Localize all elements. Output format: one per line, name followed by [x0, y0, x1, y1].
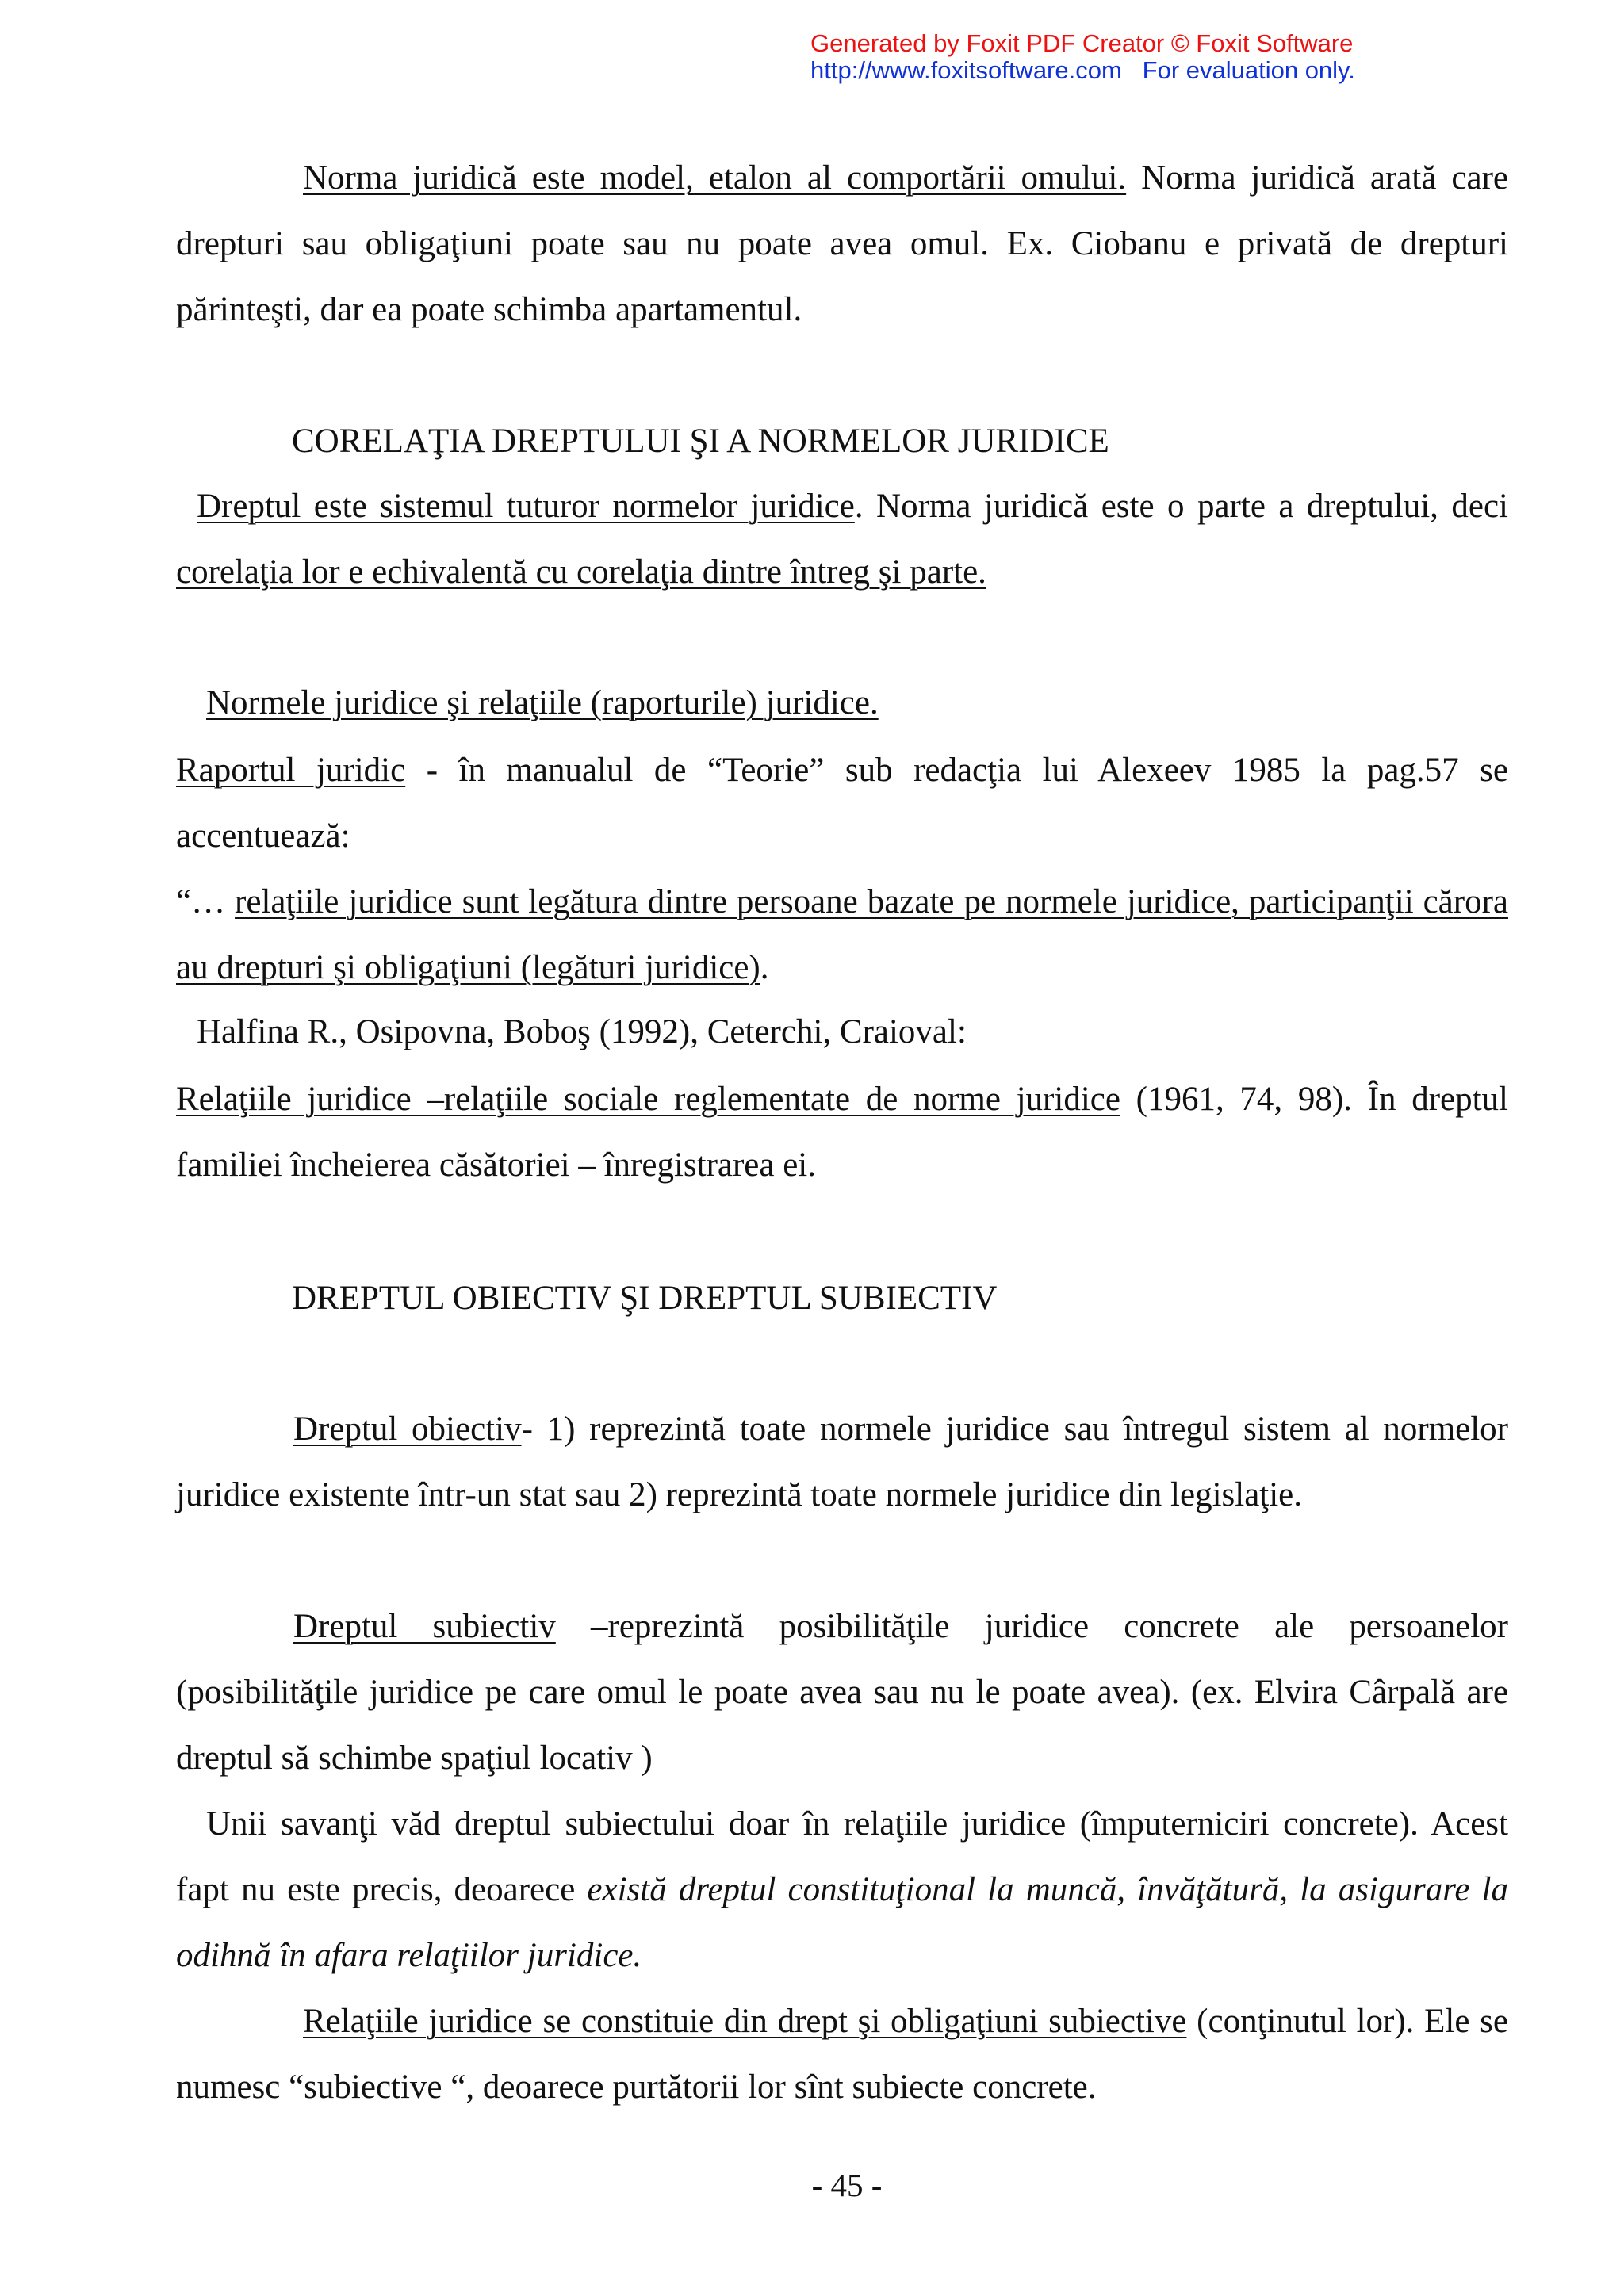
paragraph-relatiile-sociale — [176, 1066, 1508, 1198]
paragraph-relatiile-subiective — [176, 1988, 1508, 2120]
watermark-line-1: Generated by Foxit PDF Creator © Foxit Software — [810, 29, 1354, 57]
paragraph-text: - în manualul de “Teorie” sub redacţia lui Alexeev 1985 la pag.57 se accentuează: — [176, 752, 1508, 855]
underlined-phrase: corelaţia lor e echivalentă cu corelaţia dintre întreg şi parte. — [176, 553, 986, 591]
paragraph-raportul-juridic — [176, 737, 1508, 869]
paragraph-text: (1961, 74, 98). În dreptul familiei încheierea căsătoriei – înregistrarea ei. — [176, 1081, 1508, 1184]
underlined-phrase: Raportul juridic — [176, 752, 406, 789]
authors-line: Halfina R., Osipovna, Boboş (1992), Ceterchi, Craioval: — [197, 1013, 967, 1050]
heading-normele-relatiile — [206, 683, 879, 723]
quote-open: “… — [176, 883, 236, 920]
underlined-phrase: Relaţiile juridice se constituie din drept şi obligaţiuni subiective — [303, 2003, 1187, 2040]
paragraph-text: Norma juridică arată care drepturi sau obligaţiuni poate sau nu poate avea omul. Ex. Ciobanu e privată de drepturi părinteşti, dar ea poate schimba apartamentul. — [176, 159, 1508, 328]
paragraph-text: . Norma juridică este o parte a dreptului, deci — [854, 488, 1508, 525]
heading-corelatia: CORELAŢIA DREPTULUI ŞI A NORMELOR JURIDICE — [292, 423, 1109, 460]
underlined-phrase: Relaţiile juridice –relaţiile sociale reglementate de norme juridice — [176, 1081, 1120, 1118]
paragraph-dreptul-obiectiv — [176, 1396, 1508, 1528]
underlined-phrase: Dreptul obiectiv — [293, 1410, 522, 1448]
underlined-phrase: Norma juridică este model, etalon al comportării omului. — [303, 159, 1127, 197]
paragraph-text: - 1) reprezintă toate normele juridice sau întregul sistem al normelor juridice existente într-un stat sau 2) reprezintă toate normele juridice din legislaţie. — [176, 1410, 1508, 1513]
paragraph-text: Unii savanţi văd dreptul subiectului doar în relaţiile juridice (împuterniciri concrete). Acest fapt nu este precis, deoarece — [176, 1805, 1508, 1908]
evaluation-watermark — [810, 30, 1355, 84]
heading-dreptul-obiectiv: DREPTUL OBIECTIV ŞI DREPTUL SUBIECTIV — [292, 1280, 998, 1317]
page-number: - 45 - — [811, 2167, 883, 2203]
underlined-phrase: relaţiile juridice sunt legătura dintre persoane bazate pe normele juridice, participanţii cărora au drepturi şi obligaţiuni (legături juridice) — [176, 883, 1508, 986]
underlined-heading: Normele juridice şi relaţiile (raporturile) juridice. — [206, 684, 879, 721]
paragraph-dreptul-subiectiv — [176, 1594, 1508, 1791]
paragraph-norma-juridica — [176, 145, 1508, 342]
watermark-line-2: http://www.foxitsoftware.com For evaluation only. — [810, 56, 1355, 84]
paragraph-dreptul-sistem — [176, 473, 1508, 605]
underlined-phrase: Dreptul este sistemul tuturor normelor juridice — [197, 488, 855, 525]
paragraph-text: (conţinutul lor). Ele se numesc “subiective “, deoarece purtătorii lor sînt subiecte concrete. — [176, 2003, 1508, 2106]
italic-phrase: există dreptul constituţional la muncă, învăţătură, la asigurare la odihnă în afara relaţiilor juridice. — [176, 1871, 1508, 1974]
paragraph-text: –reprezintă posibilităţile juridice concrete ale persoanelor (posibilităţile juridice pe care omul le poate avea sau nu le poate avea). (ex. Elvira Cârpală are dreptul să schimbe spaţiul locativ ) — [176, 1608, 1508, 1777]
underlined-phrase: Dreptul subiectiv — [293, 1608, 556, 1645]
paragraph-unii-savanti — [176, 1791, 1508, 1988]
paragraph-text: . — [760, 949, 769, 986]
paragraph-quote-relatiile — [176, 869, 1508, 1001]
